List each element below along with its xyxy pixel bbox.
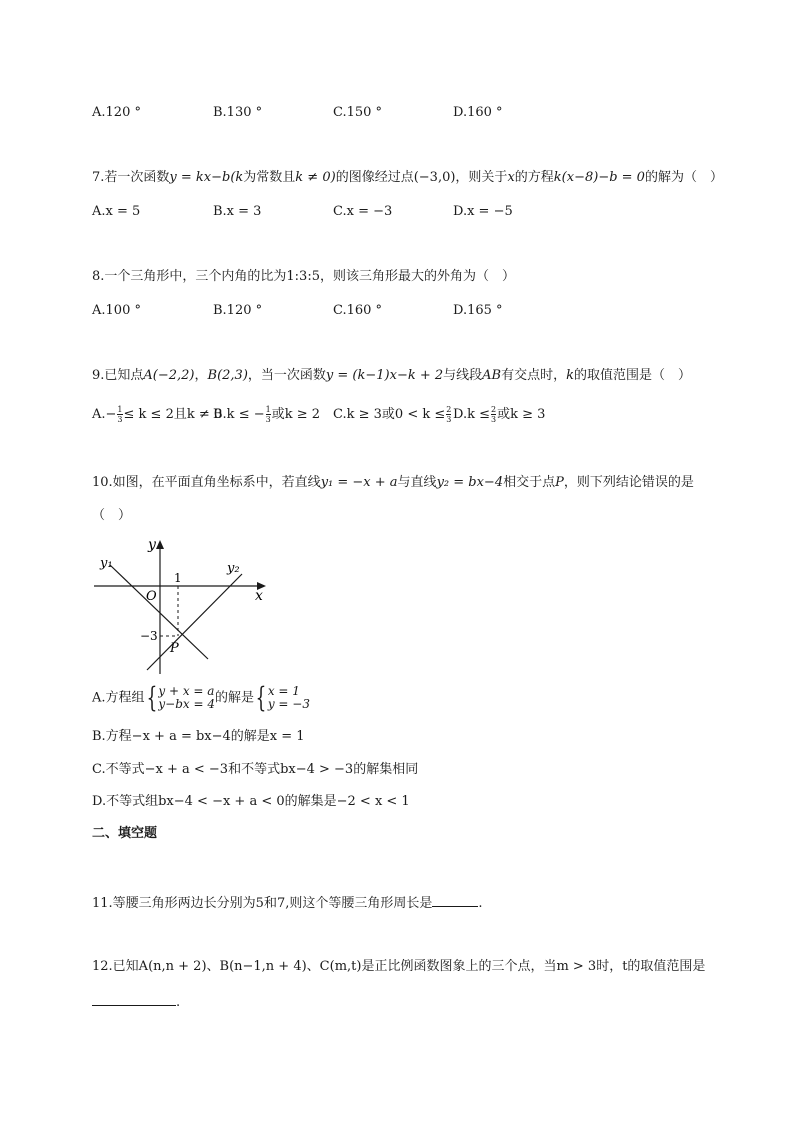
q9-stem-text: 有交点时， xyxy=(501,368,567,383)
q9-stem xyxy=(92,369,691,382)
q10-stem-text: 相交于点 xyxy=(503,475,556,490)
label-y: y xyxy=(148,537,156,553)
q9-stem-math: AB xyxy=(482,368,502,383)
q10-stem-math: y₁ = −x + a xyxy=(320,475,398,490)
equation-line: y + x = a xyxy=(158,684,215,698)
q10-stem-paren: （ ） xyxy=(92,508,132,523)
q10-option-d: D.不等式组bx−4 < −x + a < 0的解集是−2 < x < 1 xyxy=(92,794,410,809)
q9-option-d xyxy=(453,405,545,424)
q6-option-b: B.130 ° xyxy=(213,105,263,120)
q8-stem xyxy=(92,270,515,283)
q7-stem-math: k ≠ 0) xyxy=(295,170,336,185)
label-p: P xyxy=(170,641,179,656)
fraction-numerator: 1 xyxy=(117,405,123,414)
q12-stem: 12.已知A(n,n + 2)、B(n−1,n + 4)、C(m,t)是正比例函数图象上的三个点，当m > 3时，t的取值范围是 xyxy=(92,959,706,974)
label-y2: y₂ xyxy=(227,561,240,576)
q9-stem-math: y = (k−1)x−k + 2 xyxy=(325,368,444,383)
q9-stem-math: A(−2,2) xyxy=(143,368,195,383)
q10-option-a xyxy=(92,681,310,714)
q9-option-d-prefix: D.k ≤ xyxy=(453,407,490,422)
q9-option-a-prefix: A.− xyxy=(92,407,117,422)
q11-end: . xyxy=(478,896,483,911)
q9-stem-text: 的取值范围是（ ） xyxy=(574,368,692,383)
label-y1: y₁ xyxy=(100,556,113,571)
q8-stem-text: ，则该三角形最大的外角为（ ） xyxy=(319,269,515,284)
q7-option-c: C.x = −3 xyxy=(333,204,393,219)
label-x: x xyxy=(255,588,263,604)
y-axis-arrow-icon xyxy=(156,540,164,549)
q9-option-c xyxy=(333,405,452,424)
equation-line: y−bx = 4 xyxy=(158,697,215,711)
q10-stem-text: 10.如图，在平面直角坐标系中，若直线 xyxy=(92,475,321,490)
equation-system xyxy=(158,685,215,711)
q10-stem-text: ，则下列结论错误的是 xyxy=(563,475,694,490)
q8-stem-math: 1:3:5 xyxy=(286,269,320,284)
q12-end: . xyxy=(176,995,181,1010)
q7-option-b: B.x = 3 xyxy=(213,204,262,219)
solution-system xyxy=(268,685,310,711)
q8-option-c: C.160 ° xyxy=(333,303,383,318)
fraction-numerator: 1 xyxy=(265,405,271,414)
fraction xyxy=(491,405,496,424)
q9-option-b xyxy=(213,405,320,424)
q8-option-d: D.165 ° xyxy=(453,303,503,318)
fraction-denominator: 3 xyxy=(446,415,452,424)
label-origin: O xyxy=(146,589,157,604)
line-y1 xyxy=(110,565,208,659)
q8-option-a: A.100 ° xyxy=(92,303,141,318)
q10-option-c: C.不等式−x + a < −3和不等式bx−4 > −3的解集相同 xyxy=(92,762,419,777)
fraction-numerator: 2 xyxy=(446,405,452,414)
answer-blank[interactable] xyxy=(432,894,478,907)
q7-stem-math: y = kx−b(k xyxy=(169,170,244,185)
q6-option-c: C.150 ° xyxy=(333,105,383,120)
q7-stem-math: k(x−8)−b = 0 xyxy=(553,170,645,185)
q11-stem xyxy=(92,894,483,910)
q7-option-d: D.x = −5 xyxy=(453,204,513,219)
coordinate-figure xyxy=(92,536,272,678)
q9-option-a-suffix: ≤ k ≤ 2且k ≠ 0 xyxy=(123,407,223,422)
section-heading: 二、填空题 xyxy=(92,826,158,841)
fraction-numerator: 2 xyxy=(491,405,497,414)
q9-stem-text: 与线段 xyxy=(443,368,483,383)
q8-option-b: B.120 ° xyxy=(213,303,263,318)
fraction-denominator: 3 xyxy=(117,415,123,424)
q6-option-d: D.160 ° xyxy=(453,105,503,120)
q9-stem-text: ， xyxy=(194,368,208,383)
q9-stem-text: ，当一次函数 xyxy=(247,368,326,383)
q7-stem-math: x xyxy=(507,170,515,185)
q11-stem-text: 11.等腰三角形两边长分别为5和7,则这个等腰三角形周长是 xyxy=(92,896,433,911)
q7-stem-text: ，则关于 xyxy=(455,170,508,185)
fraction-denominator: 3 xyxy=(491,415,497,424)
q7-stem-math: (−3,0) xyxy=(413,170,456,185)
answer-blank[interactable] xyxy=(92,993,176,1006)
q7-option-a: A.x = 5 xyxy=(92,204,141,219)
q7-stem-text: 为常数且 xyxy=(243,170,296,185)
q8-stem-text: 8.一个三角形中，三个内角的比为 xyxy=(92,269,287,284)
q9-option-b-suffix: 或k ≥ 2 xyxy=(271,407,321,422)
q7-stem-text: 7.若一次函数 xyxy=(92,170,170,185)
fraction xyxy=(117,405,122,424)
q10-stem-text: 与直线 xyxy=(397,475,437,490)
q9-stem-math: B(2,3) xyxy=(207,368,248,383)
q7-stem-text: 的方程 xyxy=(514,170,554,185)
q10-stem-math: P xyxy=(555,475,564,490)
label-tick-neg3: −3 xyxy=(140,629,158,643)
label-tick-1: 1 xyxy=(174,571,182,585)
q7-stem-text: 的图像经过点 xyxy=(335,170,414,185)
q9-option-a xyxy=(92,405,222,424)
fraction-denominator: 3 xyxy=(265,415,271,424)
q10-stem xyxy=(92,476,694,489)
q9-stem-text: 9.已知点 xyxy=(92,368,144,383)
q9-stem-math: k xyxy=(566,368,575,383)
fraction xyxy=(446,405,451,424)
q7-stem xyxy=(92,171,723,184)
q10-option-a-prefix: A.方程组 xyxy=(92,690,145,706)
fraction xyxy=(266,405,271,424)
left-brace-icon: { xyxy=(255,681,267,714)
q6-option-a: A.120 ° xyxy=(92,105,141,120)
q10-option-a-middle: 的解是 xyxy=(214,690,254,706)
q7-stem-text: 的解为（ ） xyxy=(644,170,723,185)
left-brace-icon: { xyxy=(146,681,157,714)
q12-answer-line xyxy=(92,993,180,1009)
q9-option-c-prefix: C.k ≥ 3或0 < k ≤ xyxy=(333,407,446,422)
line-y2 xyxy=(147,574,242,670)
equation-line: x = 1 xyxy=(267,684,300,698)
q10-option-b: B.方程−x + a = bx−4的解是x = 1 xyxy=(92,729,305,744)
q9-option-b-prefix: B.k ≤ − xyxy=(213,407,265,422)
q10-stem-math: y₂ = bx−4 xyxy=(436,475,504,490)
equation-line: y = −3 xyxy=(267,697,310,711)
q9-option-d-suffix: 或k ≥ 3 xyxy=(497,407,546,422)
